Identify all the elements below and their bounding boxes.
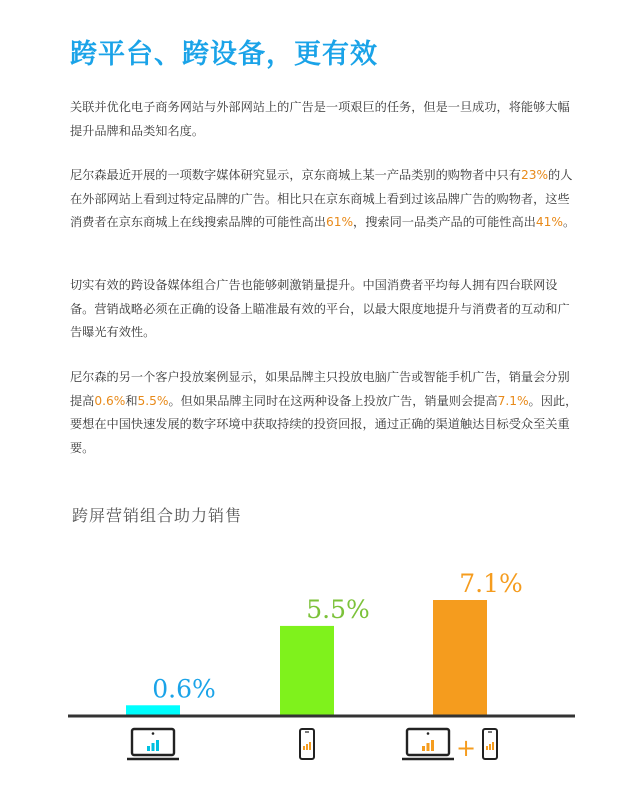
icon-bar-2 <box>427 743 430 751</box>
bar-value-label: 7.1% <box>459 569 523 598</box>
paragraph-intro <box>70 96 580 143</box>
paragraph-text: 尼尔森最近开展的一项数字媒体研究显示，京东商城上某一产品类别的购物者中只有 <box>70 168 521 182</box>
icon-bar-1 <box>303 746 305 750</box>
icon-bar-3 <box>309 742 311 750</box>
bar-1 <box>126 705 180 715</box>
icon-bar-2 <box>306 744 308 750</box>
icon-bar-3 <box>431 740 434 751</box>
highlight-stat: 41% <box>535 215 563 229</box>
icon-bar-1 <box>422 746 425 751</box>
bar-value-label: 0.6% <box>152 674 216 704</box>
highlight-stat: 0.6% <box>94 393 126 408</box>
laptop-camera <box>152 732 155 735</box>
highlight-stat: 7.1% <box>497 393 529 408</box>
paragraph-text: 的人在外部网站上看到过特定品牌的广告。相比只在京东商城上看到过该品牌广告的购物者，这些消费者在京东商城上在线搜索品牌的可能性高出 <box>70 168 573 229</box>
phone-icon <box>300 729 314 759</box>
sales-bar-chart <box>0 545 644 770</box>
highlight-stat: 5.5% <box>137 393 169 408</box>
plus-icon: + <box>455 734 477 762</box>
bar-3 <box>433 600 487 715</box>
icon-bar-1 <box>486 746 488 750</box>
page-title: 跨平台、跨设备，更有效 <box>70 39 378 70</box>
paragraph-text: 。但如果品牌主同时在这两种设备上投放广告，销量则会提高 <box>168 393 498 408</box>
paragraph-case <box>70 366 580 460</box>
paragraph-text: 切实有效的跨设备媒体组合广告也能够刺激销量提升。中国消费者平均每人拥有四台联网设备。营销战略必须在正确的设备上瞄准最有效的平台，以最大限度地提升与消费者的互动和广告曝光有效性。 <box>70 278 570 339</box>
laptop-icon <box>402 729 454 759</box>
bar-2 <box>280 626 334 715</box>
paragraph-text: 尼尔森的另一个客户投放案例显示，如果品牌主只投放电脑广告或智能手机广告，销量会分别提高 <box>70 370 570 408</box>
icon-bar-3 <box>492 742 494 750</box>
paragraph-text: 。 <box>562 215 576 229</box>
laptop-camera <box>427 732 430 735</box>
paragraph-text: 。因此，要想在中国快速发展的数字环境中获取持续的投资回报，通过正确的渠道触达目标受众至关重要。 <box>70 393 578 455</box>
paragraph-devices <box>70 274 580 345</box>
paragraph-text: ，搜索同一品类产品的可能性高出 <box>353 215 536 229</box>
laptop-icon <box>127 729 179 759</box>
icon-bar-2 <box>152 743 155 751</box>
chart-section-title: 跨屏营销组合助力销售 <box>72 506 243 525</box>
paragraph-text: 关联并优化电子商务网站与外部网站上的广告是一项艰巨的任务，但是一旦成功，将能够大幅提升品牌和品类知名度。 <box>70 100 570 138</box>
paragraph-text: 和 <box>125 393 138 408</box>
phone-icon <box>483 729 497 759</box>
highlight-stat: 61% <box>325 215 354 229</box>
highlight-stat: 23% <box>520 168 549 182</box>
icon-bar-1 <box>147 746 150 751</box>
bar-value-label: 5.5% <box>306 594 370 624</box>
paragraph-study <box>70 164 580 235</box>
icon-bar-2 <box>489 744 491 750</box>
icon-bar-3 <box>156 740 159 751</box>
